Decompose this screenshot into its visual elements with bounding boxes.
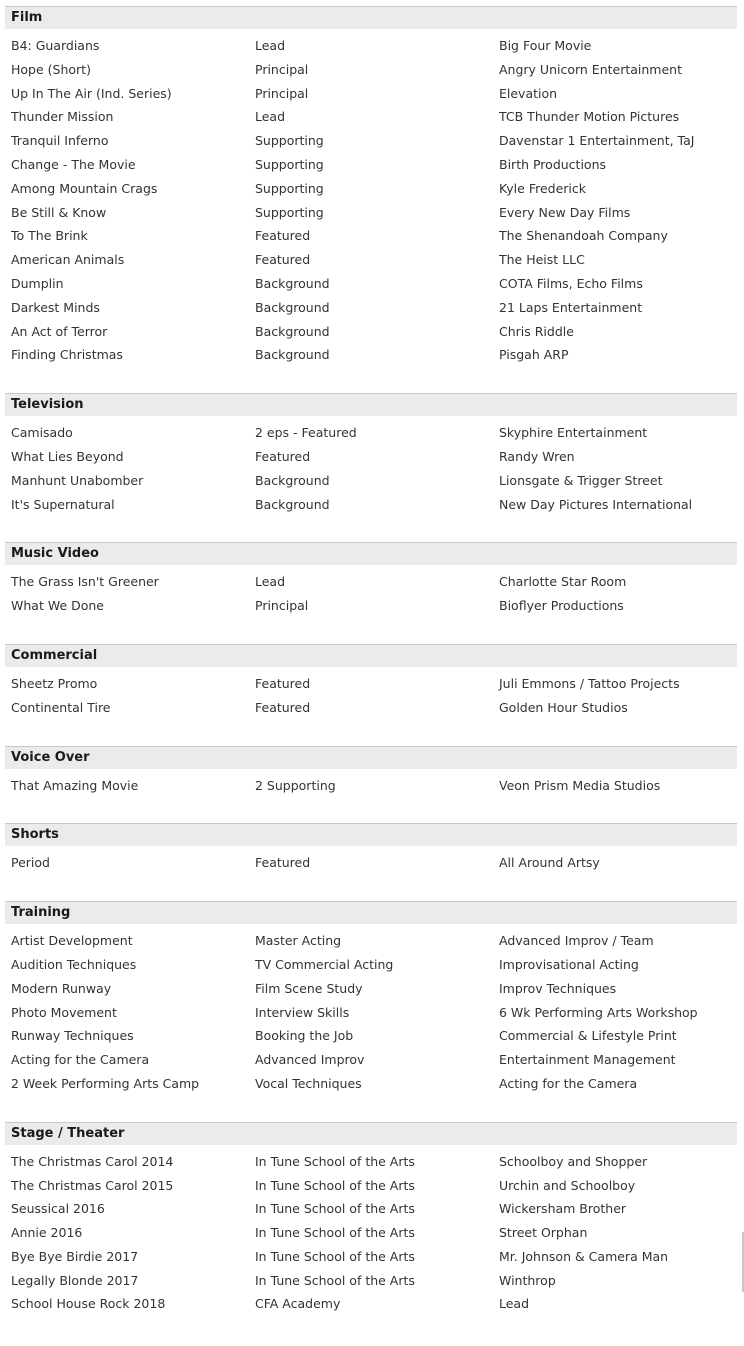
credit-title: Artist Development: [11, 933, 133, 949]
credit-company: Elevation: [499, 85, 558, 101]
credit-company: Big Four Movie: [499, 38, 592, 53]
credit-role: CFA Academy: [255, 1296, 341, 1312]
credit-row: [5, 344, 737, 368]
credit-role: Supporting: [255, 180, 324, 196]
credit-title: Manhunt Unabomber: [11, 472, 144, 488]
credit-row: [5, 297, 737, 321]
credit-role: Principal: [255, 85, 309, 101]
credit-title: Thunder Mission: [11, 109, 114, 125]
credit-company: Golden Hour Studios: [499, 699, 628, 715]
credit-company: The Shenandoah Company: [499, 228, 668, 244]
credit-row: [5, 83, 737, 107]
credit-role: Lead: [255, 574, 286, 590]
credit-row: [5, 106, 737, 130]
credit-title: School House Rock 2018: [11, 1296, 166, 1312]
section-title: Training: [5, 901, 737, 924]
section-title: Stage / Theater: [5, 1122, 737, 1145]
credit-role: In Tune School of the Arts: [255, 1153, 415, 1169]
credit-title: American Animals: [11, 252, 125, 268]
credit-role: Principal: [255, 598, 309, 614]
credit-role: Background: [255, 323, 330, 339]
credit-title: Continental Tire: [11, 699, 111, 715]
credit-title: Sheetz Promo: [11, 675, 98, 691]
credit-row: [5, 422, 737, 446]
credit-role: 2 eps - Featured: [255, 425, 357, 441]
credit-row: [5, 1222, 737, 1246]
credit-company: Kyle Frederick: [499, 180, 587, 196]
credit-title: Dumplin: [11, 275, 64, 291]
credit-row: [5, 470, 737, 494]
credit-row: [5, 35, 737, 59]
credit-row: [5, 1198, 737, 1222]
credit-role: Master Acting: [255, 933, 342, 949]
credit-title: Tranquil Inferno: [11, 133, 109, 149]
credit-row: [5, 1049, 737, 1073]
credit-company: Schoolboy and Shopper: [499, 1153, 648, 1169]
credit-role: Booking the Job: [255, 1028, 354, 1044]
credit-row: [5, 59, 737, 83]
section-title: Television: [5, 393, 737, 416]
credit-role: TV Commercial Acting: [255, 956, 394, 972]
credit-role: Background: [255, 472, 330, 488]
credit-row: [5, 154, 737, 178]
credit-row: [5, 273, 737, 297]
credit-company: Entertainment Management: [499, 1052, 676, 1068]
credit-company: 6 Wk Performing Arts Workshop: [499, 1004, 698, 1020]
credit-title: The Grass Isn't Greener: [11, 574, 159, 590]
credit-company: Lionsgate & Trigger Street: [499, 472, 663, 488]
credit-role: Supporting: [255, 204, 324, 220]
credit-role: In Tune School of the Arts: [255, 1272, 415, 1288]
credit-role: Featured: [255, 228, 311, 244]
credit-title: Finding Christmas: [11, 347, 123, 363]
section-shorts: [5, 823, 737, 876]
credit-title: Among Mountain Crags: [11, 180, 158, 196]
credit-company: TCB Thunder Motion Pictures: [499, 109, 680, 125]
credit-row: [5, 1293, 737, 1317]
credit-row: [5, 852, 737, 876]
credit-role: Background: [255, 275, 330, 291]
credit-title: The Christmas Carol 2014: [11, 1153, 174, 1169]
credit-role: Vocal Techniques: [255, 1075, 362, 1091]
credit-company: Skyphire Entertainment: [499, 425, 648, 441]
credit-role: Principal: [255, 61, 309, 77]
credit-company: Commercial & Lifestyle Print: [499, 1028, 677, 1044]
credit-company: 21 Laps Entertainment: [499, 299, 643, 315]
credit-company: Acting for the Camera: [499, 1075, 638, 1091]
credit-row: [5, 1246, 737, 1270]
credit-company: COTA Films, Echo Films: [499, 275, 643, 291]
credit-title: Modern Runway: [11, 980, 112, 996]
credit-title: To The Brink: [11, 228, 88, 244]
section-title: Voice Over: [5, 746, 737, 769]
credit-role: Background: [255, 496, 330, 512]
credit-company: Chris Riddle: [499, 323, 574, 339]
credit-company: Randy Wren: [499, 448, 575, 464]
credit-role: Featured: [255, 252, 311, 268]
section-film: [5, 6, 737, 368]
credit-title: What Lies Beyond: [11, 448, 124, 464]
credit-company: Juli Emmons / Tattoo Projects: [499, 675, 680, 691]
credit-title: 2 Week Performing Arts Camp: [11, 1075, 200, 1091]
section-title: Commercial: [5, 644, 737, 667]
credit-company: Mr. Johnson & Camera Man: [499, 1248, 669, 1264]
section-stage-theater: [5, 1122, 737, 1318]
credit-row: [5, 673, 737, 697]
credit-title: An Act of Terror: [11, 323, 108, 339]
credit-title: Camisado: [11, 425, 73, 441]
credit-row: [5, 571, 737, 595]
resume-credits: [5, 6, 737, 1342]
credit-role: Background: [255, 347, 330, 363]
credit-title: Runway Techniques: [11, 1028, 134, 1044]
credit-company: Improv Techniques: [499, 980, 617, 996]
credit-title: Bye Bye Birdie 2017: [11, 1248, 139, 1264]
credit-company: Improvisational Acting: [499, 956, 639, 972]
credit-company: Angry Unicorn Entertainment: [499, 61, 682, 77]
credit-title: Darkest Minds: [11, 299, 100, 315]
credit-role: Film Scene Study: [255, 980, 363, 996]
credit-role: Lead: [255, 109, 286, 125]
credit-row: [5, 954, 737, 978]
credit-company: Every New Day Films: [499, 204, 631, 220]
credit-company: The Heist LLC: [499, 252, 585, 268]
credit-company: Wickersham Brother: [499, 1201, 627, 1217]
credit-title: Up In The Air (Ind. Series): [11, 85, 172, 101]
credit-row: [5, 130, 737, 154]
credit-row: [5, 1073, 737, 1097]
credit-row: [5, 1151, 737, 1175]
credit-role: Background: [255, 299, 330, 315]
credit-role: In Tune School of the Arts: [255, 1248, 415, 1264]
credit-row: [5, 225, 737, 249]
credit-row: [5, 595, 737, 619]
credit-role: Lead: [255, 38, 286, 53]
credit-company: Lead: [499, 1296, 530, 1312]
credit-company: New Day Pictures International: [499, 496, 693, 512]
credit-row: [5, 697, 737, 721]
credit-title: Be Still & Know: [11, 204, 107, 220]
credit-title: B4: Guardians: [11, 38, 100, 53]
section-television: [5, 393, 737, 517]
credit-role: Featured: [255, 448, 311, 464]
credit-company: Birth Productions: [499, 156, 607, 172]
credit-company: Charlotte Star Room: [499, 574, 627, 590]
section-training: [5, 901, 737, 1097]
credit-row: [5, 930, 737, 954]
credit-role: Interview Skills: [255, 1004, 350, 1020]
credit-row: [5, 1175, 737, 1199]
credit-company: All Around Artsy: [499, 855, 600, 871]
credit-title: Photo Movement: [11, 1004, 117, 1020]
credit-title: The Christmas Carol 2015: [11, 1177, 174, 1193]
credit-role: In Tune School of the Arts: [255, 1201, 415, 1217]
credit-title: It's Supernatural: [11, 496, 115, 512]
credit-title: Annie 2016: [11, 1225, 83, 1241]
credit-row: [5, 446, 737, 470]
section-music-video: [5, 542, 737, 619]
credit-role: Supporting: [255, 156, 324, 172]
credit-role: 2 Supporting: [255, 777, 336, 793]
credit-role: In Tune School of the Arts: [255, 1225, 415, 1241]
credit-company: Urchin and Schoolboy: [499, 1177, 636, 1193]
credit-company: Davenstar 1 Entertainment, TaJ: [499, 133, 695, 149]
credit-company: Bioflyer Productions: [499, 598, 624, 614]
section-commercial: [5, 644, 737, 721]
credit-title: Change - The Movie: [11, 156, 136, 172]
section-title: Shorts: [5, 823, 737, 846]
section-title: Film: [5, 6, 737, 29]
credit-company: Street Orphan: [499, 1225, 588, 1241]
credit-role: Featured: [255, 855, 311, 871]
credit-title: That Amazing Movie: [11, 777, 139, 793]
credit-row: [5, 321, 737, 345]
credit-title: Legally Blonde 2017: [11, 1272, 139, 1288]
credit-title: Seussical 2016: [11, 1201, 105, 1217]
credit-row: [5, 249, 737, 273]
credit-role: Featured: [255, 675, 311, 691]
credit-title: Acting for the Camera: [11, 1052, 150, 1068]
credit-company: Winthrop: [499, 1272, 556, 1288]
credit-company: Advanced Improv / Team: [499, 933, 654, 949]
credit-role: Advanced Improv: [255, 1052, 365, 1068]
credit-row: [5, 178, 737, 202]
credit-title: Period: [11, 855, 50, 871]
credit-company: Pisgah ARP: [499, 347, 569, 363]
credit-role: Supporting: [255, 133, 324, 149]
credit-row: [5, 978, 737, 1002]
credit-row: [5, 1270, 737, 1294]
credit-row: [5, 202, 737, 226]
credit-role: In Tune School of the Arts: [255, 1177, 415, 1193]
credit-title: Audition Techniques: [11, 956, 137, 972]
section-voice-over: [5, 746, 737, 799]
credit-row: [5, 1002, 737, 1026]
section-title: Music Video: [5, 542, 737, 565]
credit-row: [5, 775, 737, 799]
credit-role: Featured: [255, 699, 311, 715]
credit-title: What We Done: [11, 598, 104, 614]
credit-row: [5, 494, 737, 518]
credit-company: Veon Prism Media Studios: [499, 777, 661, 793]
credit-title: Hope (Short): [11, 61, 91, 77]
credit-row: [5, 1025, 737, 1049]
